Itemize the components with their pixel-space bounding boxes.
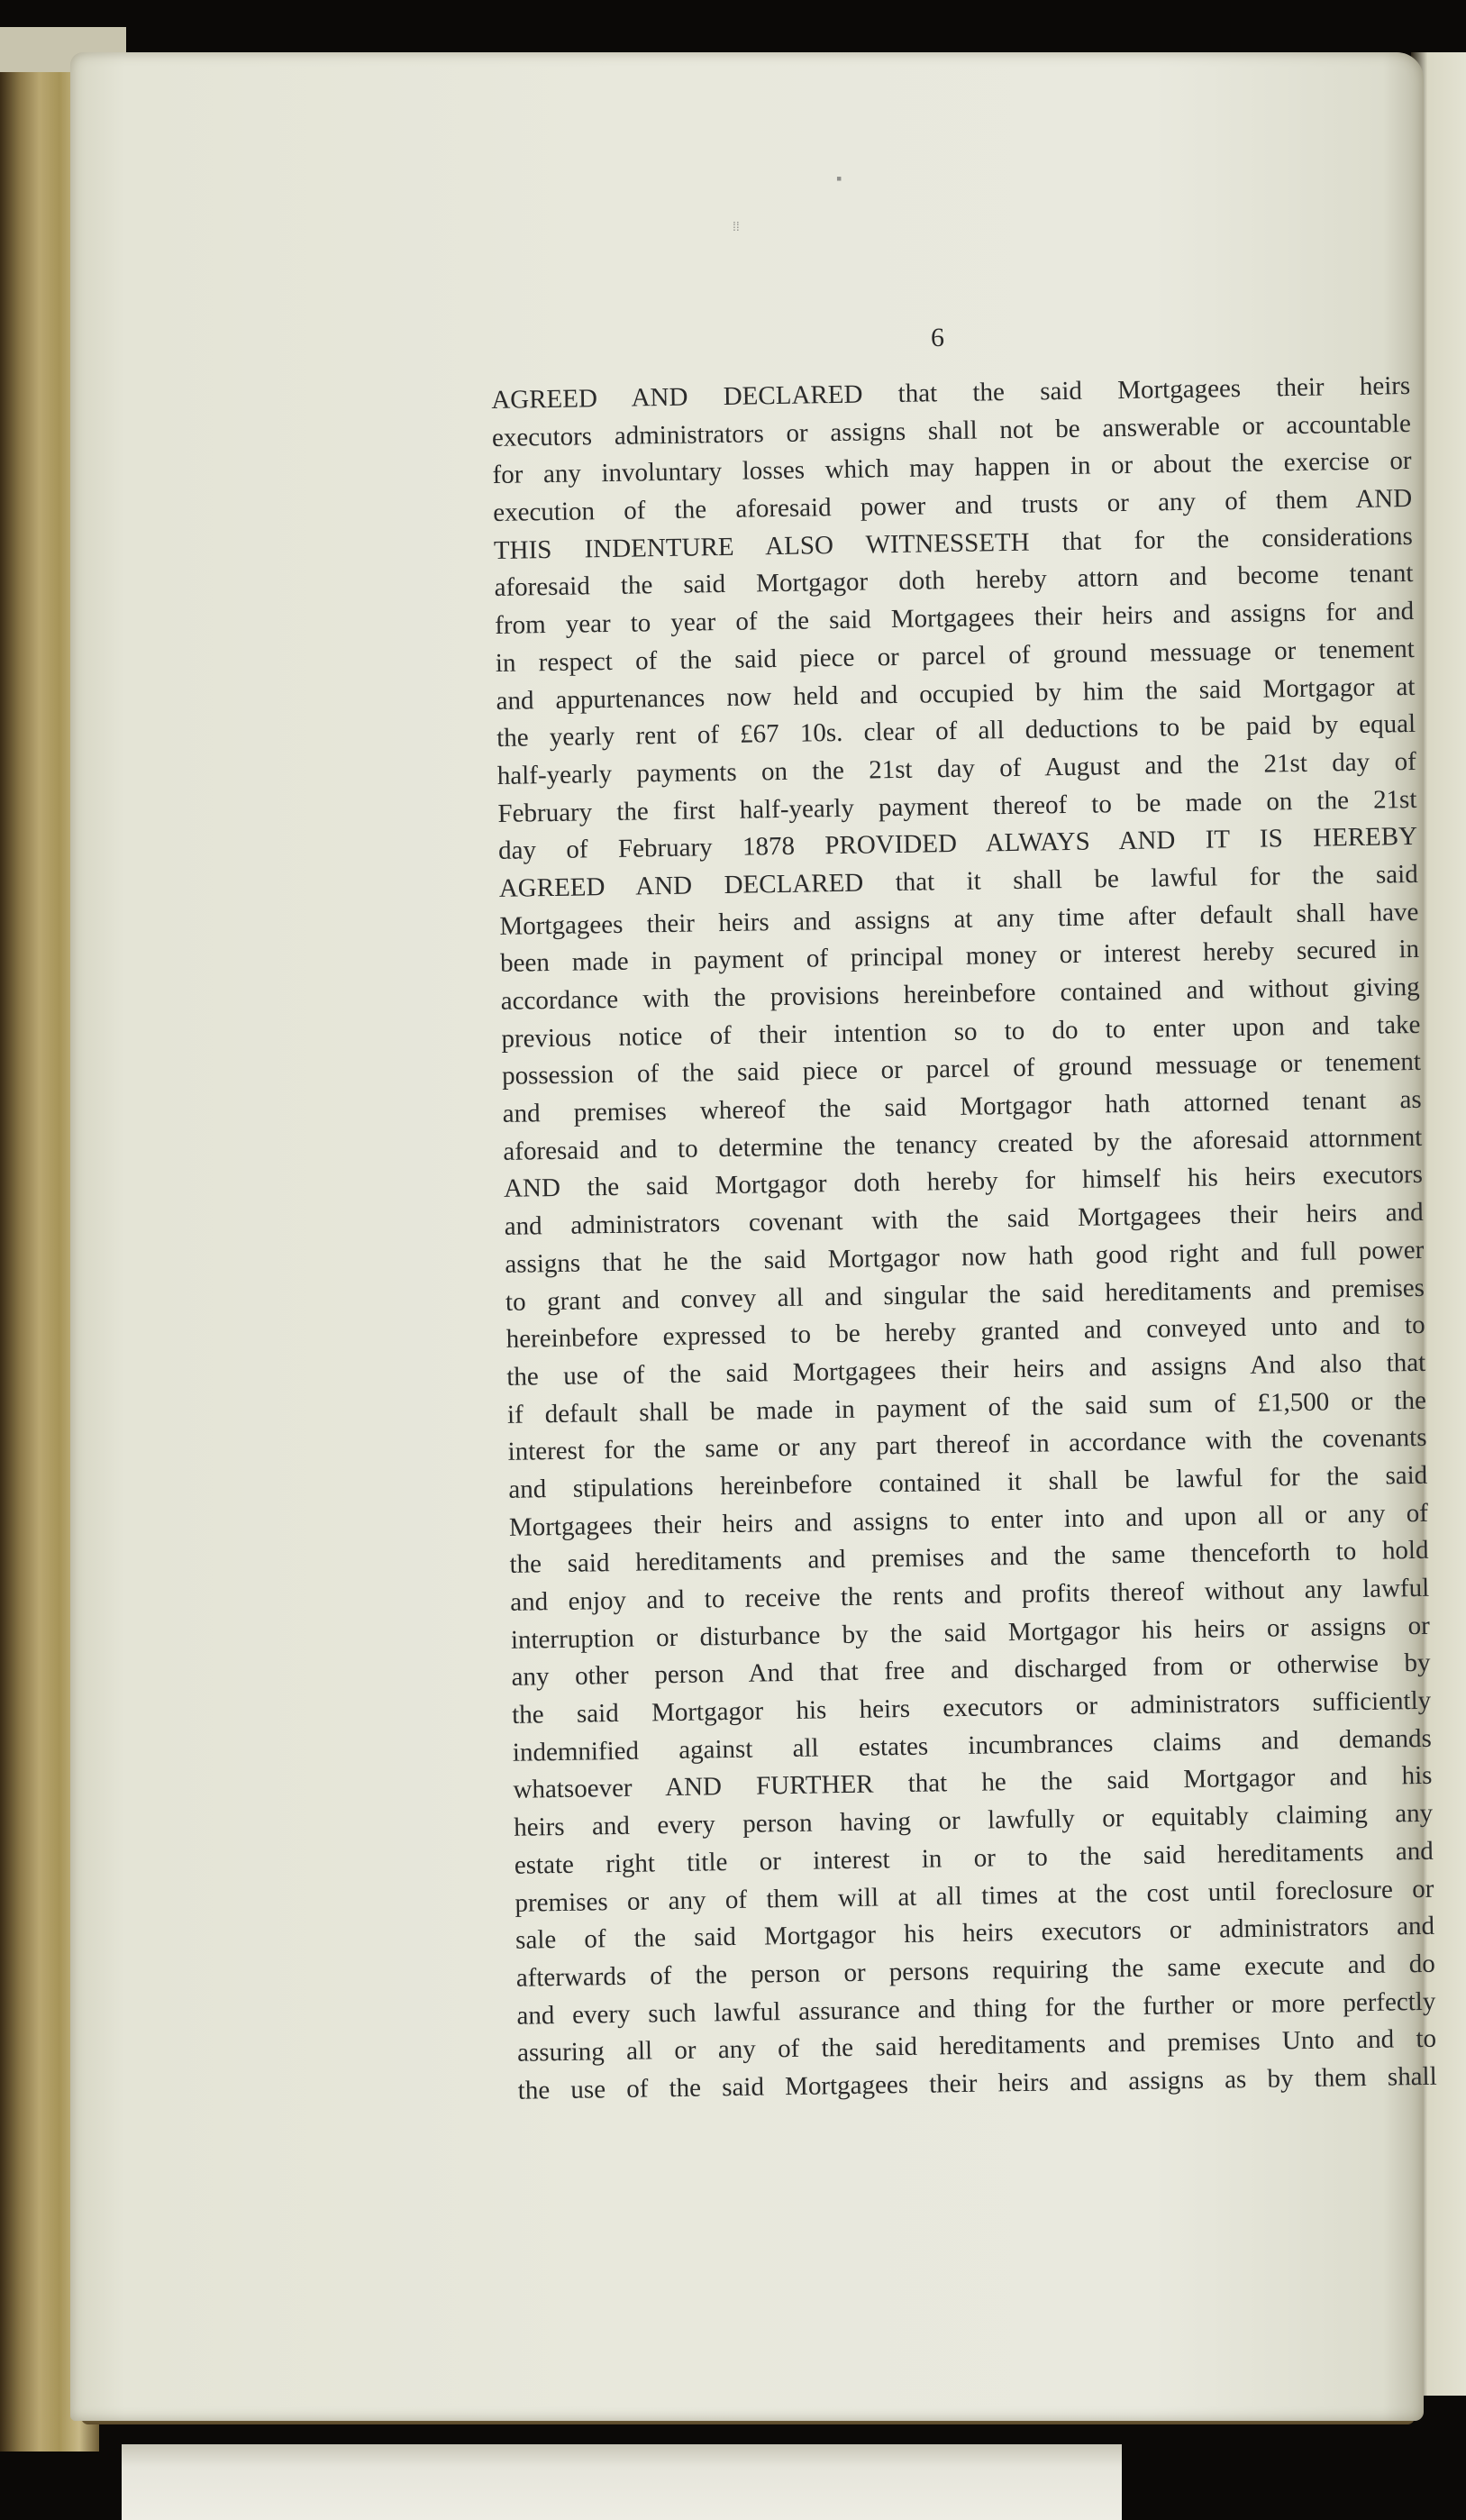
text-line: estate right title or interest in or to the said hereditaments and: [514, 1836, 1434, 1880]
page-number: 6: [931, 323, 944, 352]
text-line: and stipulations hereinbefore contained it shall be lawful for the said: [508, 1460, 1428, 1504]
text-line: for any involuntary losses which may happen in or about the exercise or: [492, 446, 1412, 490]
faint-mark: ⁞⁞: [733, 219, 740, 233]
text-line: February the first half-yearly payment thereof to be made on the 21st: [497, 784, 1417, 828]
text-line: hereinbefore expressed to be hereby granted and conveyed unto and to: [505, 1310, 1425, 1355]
text-line: interruption or disturbance by the said Mortgagor his heirs or assigns or: [510, 1611, 1431, 1655]
ink-speck-mark: ▪: [836, 169, 842, 187]
text-line: premises or any of them will at all times at the cost until foreclosure or: [514, 1874, 1434, 1918]
text-line: the said hereditaments and premises and the same thenceforth to hold: [509, 1536, 1429, 1580]
text-line: AND the said Mortgagor doth hereby for himself his heirs executors: [503, 1160, 1424, 1204]
text-line: afterwards of the person or persons requiring the same execute and do: [515, 1949, 1435, 1993]
text-line: assuring all or any of the said hereditaments and premises Unto and to: [516, 2024, 1437, 2068]
text-line: the use of the said Mortgagees their heirs and assigns as by them shall: [517, 2061, 1437, 2105]
text-line: interest for the same or any part thereof in accordance with the covenants: [507, 1423, 1427, 1467]
text-line: assigns that he the said Mortgagor now hath good right and full power: [505, 1235, 1425, 1279]
text-line: possession of the said piece or parcel of ground messuage or tenement: [501, 1047, 1422, 1091]
bottom-paper-slip: [122, 2444, 1122, 2520]
text-line: and enjoy and to receive the rents and profits thereof without any lawful: [510, 1573, 1430, 1617]
text-line: AGREED AND DECLARED that it shall be lawful for the said: [498, 859, 1418, 903]
text-line: heirs and every person having or lawfully or equitably claiming any: [513, 1798, 1434, 1842]
text-line: and every such lawful assurance and thing for the further or more perfectly: [516, 1986, 1436, 2031]
text-line: aforesaid the said Mortgagor doth hereby attorn and become tenant: [494, 559, 1414, 603]
indenture-text-body: [491, 368, 1437, 2110]
text-line: executors administrators or assigns shall not be answerable or accountable: [491, 408, 1412, 452]
text-line: AGREED AND DECLARED that the said Mortgagees their heirs: [491, 370, 1411, 415]
text-line: execution of the aforesaid power and trusts or any of them AND: [493, 484, 1413, 528]
text-line: half-yearly payments on the 21st day of August and the 21st day of: [496, 746, 1416, 790]
text-line: whatsoever AND FURTHER that he the said Mortgagor and his: [513, 1761, 1433, 1805]
text-line: the use of the said Mortgagees their heirs and assigns And also that: [506, 1347, 1426, 1392]
text-line: indemnified against all estates incumbrances claims and demands: [512, 1723, 1433, 1767]
text-line: Mortgagees their heirs and assigns to enter into and upon all or any of: [508, 1498, 1429, 1542]
text-line: and premises whereof the said Mortgagor hath attorned tenant as: [502, 1084, 1422, 1128]
text-line: to grant and convey all and singular the said hereditaments and premises: [505, 1273, 1425, 1317]
text-line: any other person And that free and discharged from or otherwise by: [511, 1648, 1431, 1693]
text-line: THIS INDENTURE ALSO WITNESSETH that for the considerations: [493, 521, 1414, 565]
text-line: and appurtenances now held and occupied by him the said Mortgagor at: [496, 671, 1416, 716]
text-line: day of February 1878 PROVIDED ALWAYS AND IT IS HEREBY: [497, 822, 1418, 866]
text-line: the said Mortgagor his heirs executors or administrators sufficiently: [511, 1685, 1432, 1730]
text-line: previous notice of their intention so to do to enter upon and take: [501, 1009, 1421, 1054]
text-line: aforesaid and to determine the tenancy created by the aforesaid attornment: [503, 1122, 1423, 1166]
text-line: and administrators covenant with the said Mortgagees their heirs and: [504, 1197, 1424, 1242]
text-line: been made in payment of principal money or interest hereby secured in: [499, 935, 1420, 979]
text-line: sale of the said Mortgagor his heirs executors or administrators and: [514, 1911, 1435, 1955]
text-line: if default shall be made in payment of the said sum of £1,500 or the: [506, 1385, 1427, 1429]
text-line: in respect of the said piece or parcel of ground messuage or tenement: [495, 634, 1416, 678]
text-line: the yearly rent of £67 10s. clear of all deductions to be paid by equal: [496, 709, 1416, 753]
text-line: from year to year of the said Mortgagees their heirs and assigns for and: [494, 597, 1415, 641]
text-line: accordance with the provisions hereinbefore contained and without giving: [500, 972, 1420, 1016]
text-line: Mortgagees their heirs and assigns at any time after default shall have: [499, 897, 1419, 941]
